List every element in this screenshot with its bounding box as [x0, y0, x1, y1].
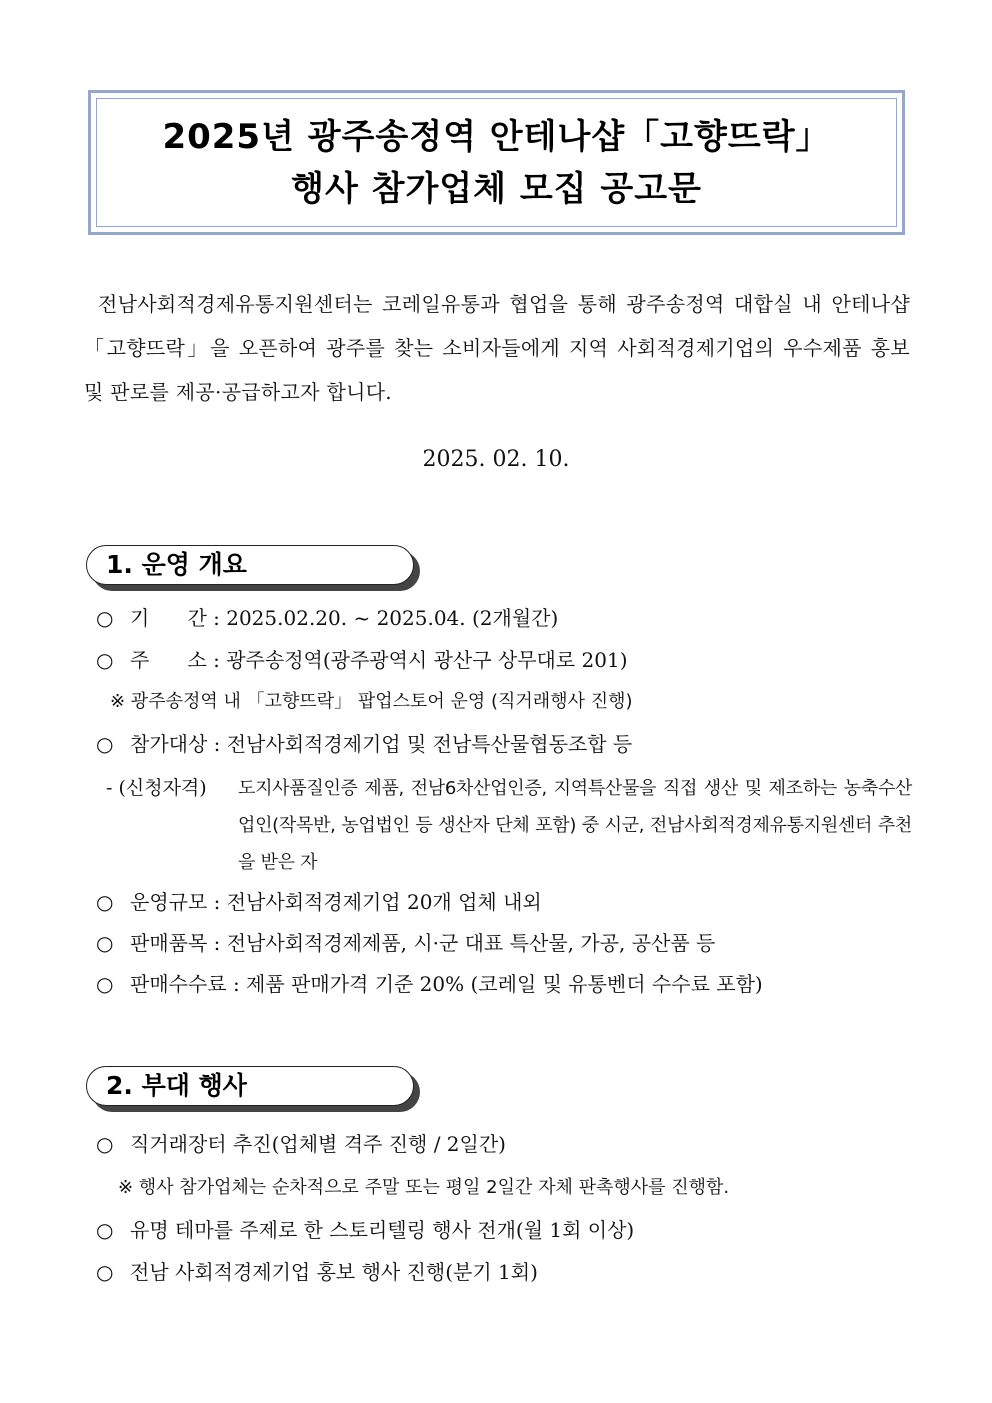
- s2-item-market-text: 직거래장터 추진(업체별 격주 진행 / 2일간): [130, 1132, 506, 1156]
- circle-bullet-icon: ○: [96, 732, 114, 756]
- circle-bullet-icon: ○: [96, 1260, 114, 1284]
- section2-heading-badge: [86, 1066, 414, 1106]
- section1-heading-badge: [86, 545, 414, 585]
- circle-bullet-icon: ○: [96, 1132, 114, 1156]
- s2-item-promotion: [96, 1252, 538, 1292]
- s1-item-address-text: 주 소 : 광주송정역(광주광역시 광산구 상무대로 201): [130, 648, 628, 672]
- s1-item-address: [96, 640, 628, 680]
- s1-item-fee-text: 판매수수료 : 제품 판매가격 기준 20% (코레일 및 유통벤더 수수료 포함): [130, 972, 763, 996]
- title-box: [88, 90, 905, 235]
- s2-item-storytelling: [96, 1210, 634, 1250]
- s1-item-scale: [96, 882, 542, 922]
- s1-item-fee: [96, 964, 763, 1004]
- s1-item-target-text: 참가대상 : 전남사회적경제기업 및 전남특산물협동조합 등: [130, 732, 633, 756]
- circle-bullet-icon: ○: [96, 648, 114, 672]
- s2-item-market: [96, 1124, 506, 1164]
- circle-bullet-icon: ○: [96, 606, 114, 630]
- s1-item-period-text: 기 간 : 2025.02.20. ~ 2025.04. (2개월간): [130, 606, 559, 630]
- s1-item-target: [96, 724, 632, 764]
- title-line-2: 행사 참가업체 모집 공고문: [291, 168, 702, 209]
- s2-item-storytelling-text: 유명 테마를 주제로 한 스토리텔링 행사 전개(월 1회 이상): [130, 1218, 635, 1242]
- s1-item-products: [96, 923, 715, 963]
- qualification-label: - (신청자격): [106, 777, 207, 799]
- s2-note-promo: ※ 행사 참가업체는 순차적으로 주말 또는 평일 2일간 자체 판촉행사를 진행함.: [118, 1177, 730, 1198]
- s1-item-period: [96, 598, 558, 638]
- title-inner-frame: [96, 98, 897, 227]
- title-line-1: 2025년 광주송정역 안테나샵「고향뜨락」: [162, 116, 831, 157]
- circle-bullet-icon: ○: [96, 1218, 114, 1242]
- section1-heading: 1. 운영 개요: [106, 550, 247, 579]
- section2-heading: 2. 부대 행사: [106, 1071, 247, 1100]
- circle-bullet-icon: ○: [96, 890, 114, 914]
- s1-note-popup: ※ 광주송정역 내 「고향뜨락」 팝업스토어 운영 (직거래행사 진행): [110, 691, 633, 712]
- s1-item-scale-text: 운영규모 : 전남사회적경제기업 20개 업체 내외: [130, 890, 542, 914]
- circle-bullet-icon: ○: [96, 972, 114, 996]
- s1-qualification: [106, 770, 912, 881]
- s1-item-products-text: 판매품목 : 전남사회적경제제품, 시·군 대표 특산물, 가공, 공산품 등: [130, 931, 716, 955]
- intro-paragraph: 전남사회적경제유통지원센터는 코레일유통과 협업을 통해 광주송정역 대합실 내 안테나샵「고향뜨락」을 오픈하여 광주를 찾는 소비자들에게 지역 사회적경제기업의 우수제품 홍보 및 판로를 제공·공급하고자 합니다.: [84, 292, 910, 404]
- qualification-text: 도지사품질인증 제품, 전남6차산업인증, 지역특산물을 직접 생산 및 제조하는 농축수산업인(작목반, 농업법인 등 생산자 단체 포함) 중 시군, 전남사회적경제유통지원센터 추천을 받은 자: [238, 778, 912, 873]
- circle-bullet-icon: ○: [96, 931, 114, 955]
- announcement-date: 2025. 02. 10.: [422, 447, 570, 472]
- s2-item-promotion-text: 전남 사회적경제기업 홍보 행사 진행(분기 1회): [130, 1260, 538, 1284]
